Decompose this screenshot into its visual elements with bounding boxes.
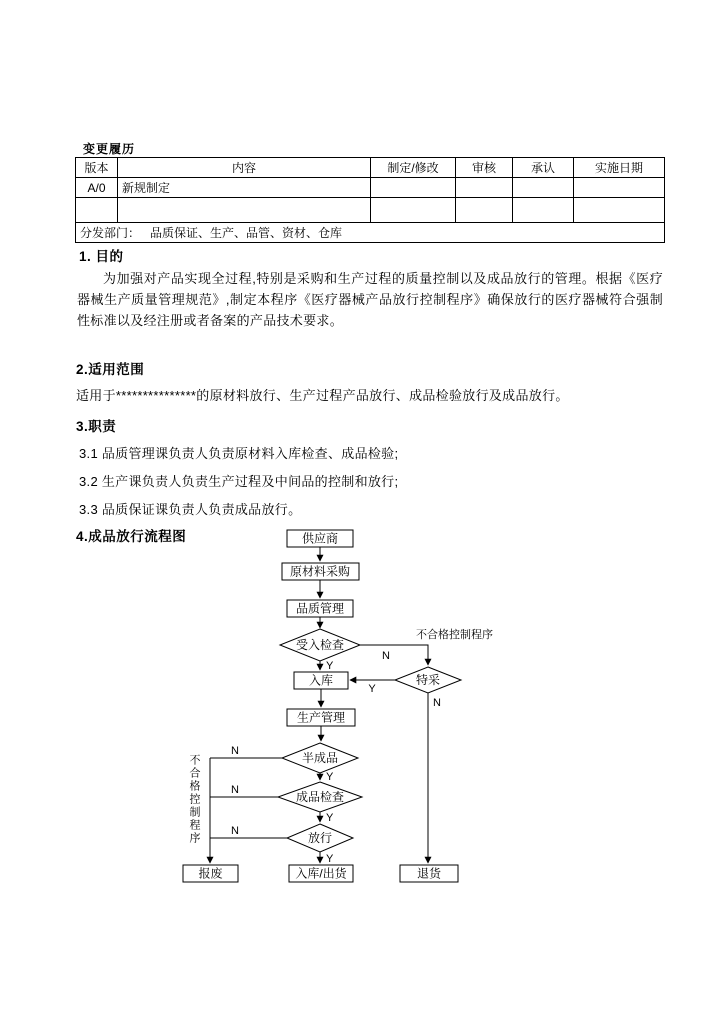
- section3-item: 3.2 生产课负责人负责生产过程及中间品的控制和放行;: [79, 474, 399, 489]
- table-header-review: 审核: [456, 158, 513, 178]
- flow-decision-special-acceptance-label: 特采: [415, 673, 441, 687]
- table-header-row: [76, 158, 665, 178]
- flow-node-supplier-label: 供应商: [301, 531, 339, 546]
- table-cell-maker: [371, 178, 456, 198]
- table-header-version: 版本: [76, 158, 118, 178]
- table-header-maker: 制定/修改: [371, 158, 456, 178]
- table-header-approve: 承认: [513, 158, 574, 178]
- flow-label-nonconforming-procedure-vertical: 不合格控制程序: [188, 754, 200, 845]
- flow-label-n: N: [231, 745, 239, 757]
- release-flowchart: [0, 525, 720, 905]
- table-header-content: 内容: [118, 158, 371, 178]
- table-row: [76, 198, 665, 223]
- flow-label-y: Y: [326, 812, 334, 824]
- flow-decision-release-label: 放行: [307, 831, 333, 845]
- flow-decision-finished-inspection-label: 成品检查: [295, 790, 345, 804]
- change-history-title: 变更履历: [83, 142, 136, 156]
- section1-body: 为加强对产品实现全过程,特别是采购和生产过程的质量控制以及成品放行的管理。根据《医疗器械生产质量管理规范》,制定本程序《医疗器械产品放行控制程序》确保放行的医疗器械符合强制性标准以及经注册或者备案的产品技术要求。: [77, 271, 663, 328]
- flow-label-n: N: [433, 697, 441, 709]
- flow-label-y: Y: [326, 853, 334, 865]
- distribution-row: [76, 223, 665, 243]
- table-cell-version: [76, 198, 118, 223]
- flow-node-scrap-label: 报废: [198, 866, 223, 881]
- table-cell-date: [574, 198, 665, 223]
- table-cell-approve: [513, 198, 574, 223]
- section1-title: 1. 目的: [79, 249, 124, 264]
- flow-node-production-management-label: 生产管理: [296, 710, 346, 725]
- table-cell-content: 新规制定: [118, 178, 371, 198]
- flow-label-y: Y: [326, 660, 334, 672]
- table-cell-review: [456, 198, 513, 223]
- table-cell-approve: [513, 178, 574, 198]
- flow-label-n: N: [231, 825, 239, 837]
- flow-node-warehouse-ship-label: 入库/出货: [295, 866, 347, 881]
- flow-node-returns-label: 退货: [416, 866, 442, 881]
- flow-label-nonconforming-procedure: 不合格控制程序: [416, 629, 493, 641]
- table-cell-date: [574, 178, 665, 198]
- flow-connector-to-special-acceptance: [360, 645, 428, 665]
- flow-decision-semi-finished-label: 半成品: [301, 751, 339, 765]
- table-cell-content: [118, 198, 371, 223]
- flow-label-n: N: [231, 784, 239, 796]
- flow-decision-incoming-inspection-label: 受入检查: [295, 638, 345, 652]
- flow-label-n: N: [382, 650, 390, 662]
- table-row: [76, 178, 665, 198]
- table-cell-review: [456, 178, 513, 198]
- distribution-cell: 分发部门： 品质保证、生产、品管、资材、仓库: [76, 223, 665, 243]
- section2-body: 适用于***************的原材料放行、生产过程产品放行、成品检验放行及成品放行。: [76, 388, 569, 403]
- section3-item: 3.1 品质管理课负责人负责原材料入库检查、成品检验;: [79, 446, 399, 461]
- table-cell-version: A/0: [76, 178, 118, 198]
- change-history-table: [75, 157, 665, 243]
- flow-node-raw-material-purchase-label: 原材料采购: [289, 564, 351, 579]
- table-cell-maker: [371, 198, 456, 223]
- flow-label-y: Y: [326, 771, 334, 783]
- section4-title: 4.成品放行流程图: [76, 529, 187, 544]
- section3-item: 3.3 品质保证课负责人负责成品放行。: [79, 502, 302, 517]
- flow-label-y: Y: [368, 683, 376, 695]
- section2-title: 2.适用范围: [76, 362, 145, 377]
- section3-title: 3.职责: [76, 419, 117, 434]
- flow-node-warehouse-in-label: 入库: [308, 673, 334, 688]
- flow-node-quality-management-label: 品质管理: [295, 601, 345, 616]
- table-header-date: 实施日期: [574, 158, 665, 178]
